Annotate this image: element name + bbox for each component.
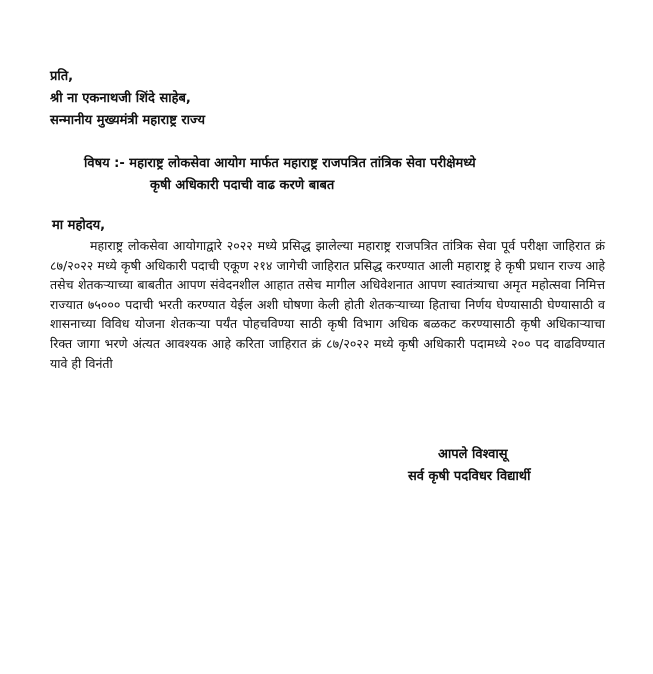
subject-line-1: विषय :- महाराष्ट्र लोकसेवा आयोग मार्फत महाराष्ट्र राजपत्रित तांत्रिक सेवा परीक्षेमध्ये — [84, 156, 476, 171]
address-line-name: श्री ना एकनाथजी शिंदे साहेब, — [50, 91, 191, 106]
subject-line-2: कृषी अधिकारी पदाची वाढ करणे बाबत — [150, 178, 335, 193]
address-line-designation: सन्मानीय मुख्यमंत्री महाराष्ट्र राज्य — [50, 113, 205, 128]
recipient-address — [50, 66, 610, 132]
signoff-closing: आपले विश्वासू — [438, 447, 508, 462]
address-line-to: प्रति, — [50, 69, 74, 84]
letter-body: महाराष्ट्र लोकसेवा आयोगाद्वारे २०२२ मध्ये प्रसिद्ध झालेल्या महाराष्ट्र राजपत्रित तांत्रिक सेवा पूर्व परीक्षा जाहिरात क्रं ८७/२०२२ मध्ये कृषी अधिकारी पदाची एकूण २१४ जागेची जाहिरात प्रसिद्ध करण्यात आली महाराष्ट्र हे कृषी प्रधान राज्य आहे तसेच शेतकऱ्याच्या बाबतीत आपण संवेदनशील आहात तसेच मागील अधिवेशनात आपण स्वातंत्र्याचा अमृत महोत्सवा निमित्त राज्यात ७५००० पदाची भरती करण्यात येईल अशी घोषणा केली होती शेतकऱ्याच्या हिताचा निर्णय घेण्यासाठी घेण्यासाठी व शासनाच्या विविध योजना शेतकऱ्या पर्यंत पोहचविण्या साठी कृषी विभाग अधिक बळकट करण्यासाठी कृषी अधिकाऱ्याचा रिक्त जागा भरणे अंत्यत आवश्यक आहे करिता जाहिरात क्रं ८७/२०२२ मध्ये कृषी अधिकारी पदामध्ये २०० पद वाढविण्यात यावे ही विनंती — [50, 238, 605, 371]
letter-signoff — [390, 444, 590, 488]
letter-subject — [84, 153, 624, 197]
salutation: मा महोदय, — [52, 218, 106, 233]
signoff-sender: सर्व कृषी पदविधर विद्यार्थी — [408, 469, 531, 484]
